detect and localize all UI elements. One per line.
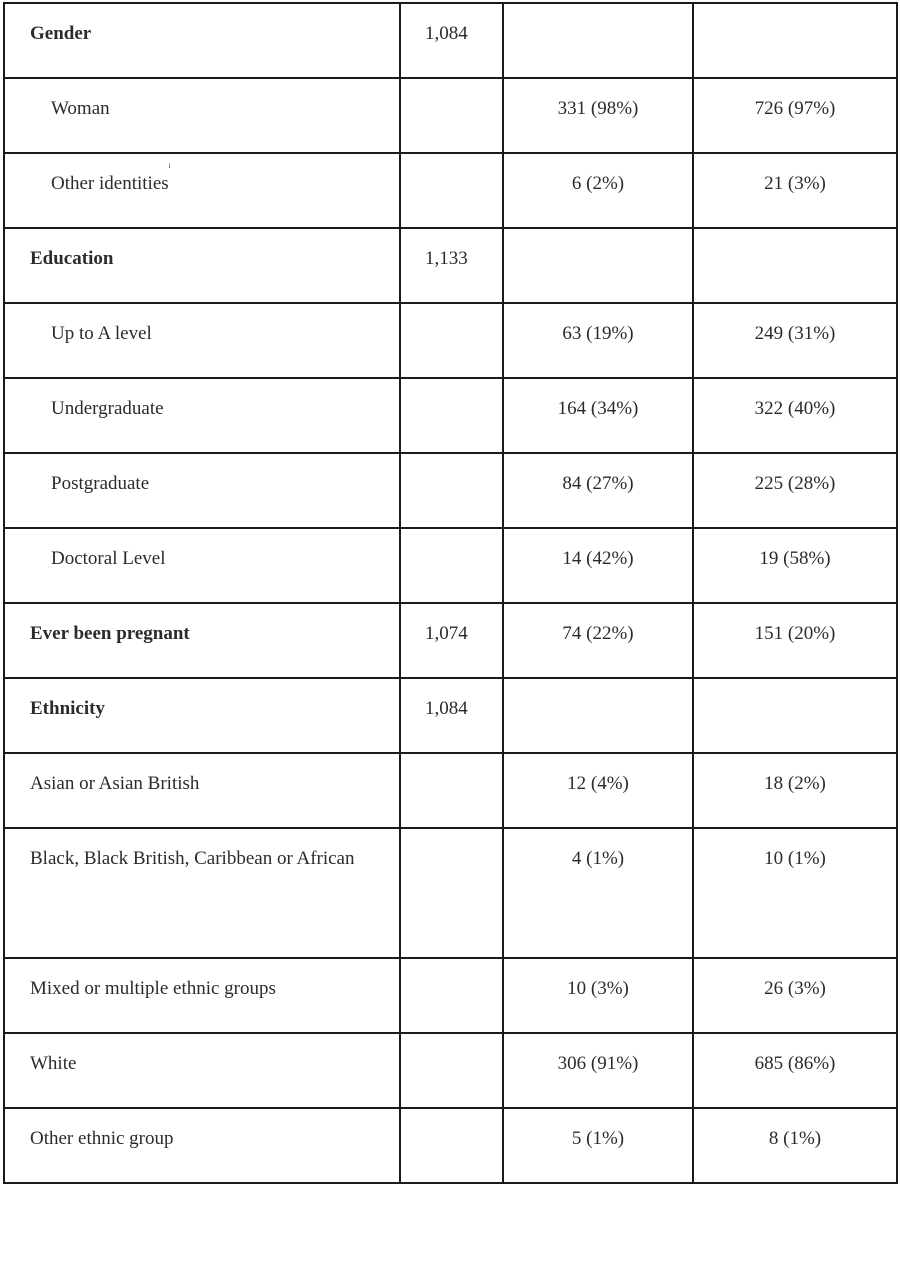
row-value-col3: 6 (2%) [503, 153, 693, 228]
row-value-col4: 151 (20%) [693, 603, 897, 678]
table-row [4, 303, 897, 378]
row-value-col4 [693, 678, 897, 753]
row-value-col3 [503, 228, 693, 303]
row-value-col3 [503, 678, 693, 753]
row-value-col4: 322 (40%) [693, 378, 897, 453]
table-row [4, 828, 897, 958]
row-value-col4: 19 (58%) [693, 528, 897, 603]
table-row [4, 378, 897, 453]
row-value-col3: 331 (98%) [503, 78, 693, 153]
row-value-col4: 26 (3%) [693, 958, 897, 1033]
row-value-col3: 14 (42%) [503, 528, 693, 603]
row-n [400, 828, 503, 958]
demographics-table [3, 2, 898, 1184]
row-n [400, 958, 503, 1033]
row-n [400, 153, 503, 228]
row-value-col3 [503, 3, 693, 78]
row-value-col3: 10 (3%) [503, 958, 693, 1033]
row-n: 1,074 [400, 603, 503, 678]
row-n [400, 1033, 503, 1108]
table-row [4, 1033, 897, 1108]
row-label: White [4, 1033, 400, 1108]
row-n: 1,084 [400, 3, 503, 78]
row-value-col4: 21 (3%) [693, 153, 897, 228]
row-value-col4: 10 (1%) [693, 828, 897, 958]
table-row [4, 958, 897, 1033]
row-value-col3: 5 (1%) [503, 1108, 693, 1183]
table-row [4, 228, 897, 303]
row-n [400, 303, 503, 378]
row-value-col4: 18 (2%) [693, 753, 897, 828]
table-row [4, 153, 897, 228]
table-row [4, 753, 897, 828]
row-label: Mixed or multiple ethnic groups [4, 958, 400, 1033]
row-label: Ethnicity [4, 678, 400, 753]
row-value-col4 [693, 3, 897, 78]
row-label: Ever been pregnant [4, 603, 400, 678]
row-value-col4: 726 (97%) [693, 78, 897, 153]
row-value-col3: 84 (27%) [503, 453, 693, 528]
row-label: Up to A level [4, 303, 400, 378]
table-row [4, 1108, 897, 1183]
row-n: 1,133 [400, 228, 503, 303]
row-label: Asian or Asian British [4, 753, 400, 828]
row-value-col3: 4 (1%) [503, 828, 693, 958]
row-label: Doctoral Level [4, 528, 400, 603]
row-value-col3: 164 (34%) [503, 378, 693, 453]
row-value-col4: 225 (28%) [693, 453, 897, 528]
row-value-col4: 685 (86%) [693, 1033, 897, 1108]
row-value-col4: 249 (31%) [693, 303, 897, 378]
table-row [4, 3, 897, 78]
row-n: 1,084 [400, 678, 503, 753]
row-n [400, 78, 503, 153]
row-label: Gender [4, 3, 400, 78]
table-row [4, 78, 897, 153]
row-n [400, 1108, 503, 1183]
row-label: Black, Black British, Caribbean or African [4, 828, 400, 958]
table-row [4, 603, 897, 678]
table-row [4, 528, 897, 603]
row-label-cell [4, 153, 400, 228]
footnote-marker: i [168, 162, 171, 170]
row-value-col4: 8 (1%) [693, 1108, 897, 1183]
table-row [4, 678, 897, 753]
row-value-col3: 306 (91%) [503, 1033, 693, 1108]
row-n [400, 753, 503, 828]
row-value-col3: 63 (19%) [503, 303, 693, 378]
row-label: Undergraduate [4, 378, 400, 453]
row-n [400, 528, 503, 603]
row-n [400, 453, 503, 528]
table-row [4, 453, 897, 528]
row-value-col3: 74 (22%) [503, 603, 693, 678]
row-label: Education [4, 228, 400, 303]
row-value-col4 [693, 228, 897, 303]
row-label: Postgraduate [4, 453, 400, 528]
row-label: Woman [4, 78, 400, 153]
row-label: Other identities [51, 173, 169, 194]
row-label: Other ethnic group [4, 1108, 400, 1183]
row-n [400, 378, 503, 453]
row-value-col3: 12 (4%) [503, 753, 693, 828]
